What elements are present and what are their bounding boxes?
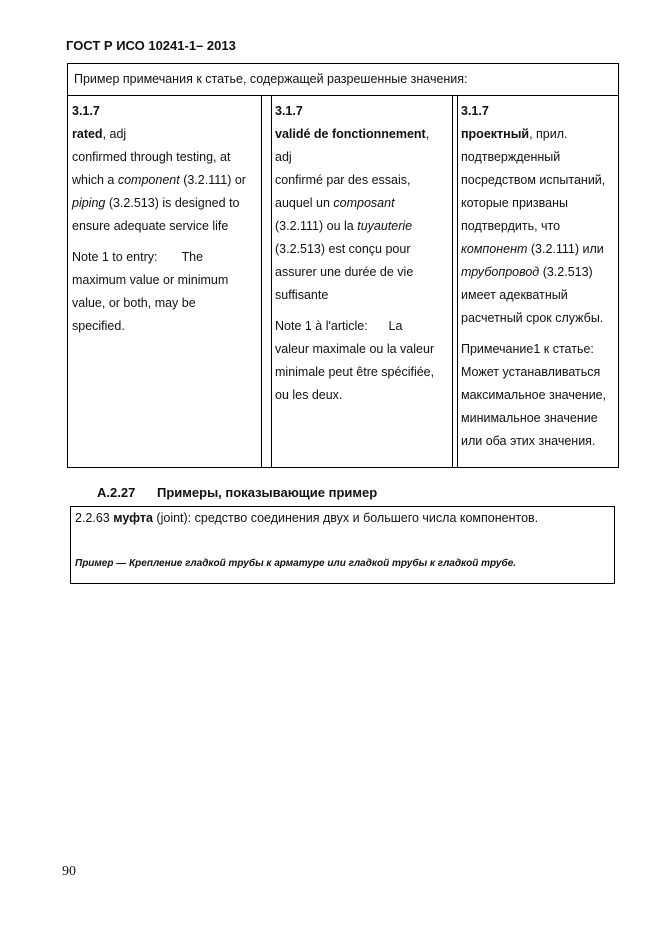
text-italic: component <box>117 173 180 187</box>
french-entry-number: 3.1.7 <box>275 104 303 118</box>
russian-note-line: максимальное значение, <box>461 388 607 402</box>
text-italic: трубопровод <box>461 265 540 279</box>
french-column <box>275 96 457 467</box>
french-note-line: valeur maximale ou la valeur <box>275 342 435 356</box>
french-term-line <box>275 123 457 146</box>
english-note-line: specified. <box>72 319 125 333</box>
column-divider <box>457 96 458 467</box>
french-def-line <box>275 215 457 238</box>
column-divider <box>452 96 453 467</box>
text: (3.2.111) или <box>527 242 604 256</box>
english-note-line: value, or both, may be <box>72 296 196 310</box>
english-pos: , adj <box>102 127 127 141</box>
russian-note-line: Может устанавливаться <box>461 365 601 379</box>
russian-note-line: Примечание1 к статье: <box>461 342 594 356</box>
example-table <box>67 63 619 468</box>
russian-def-line: которые призваны <box>461 196 568 210</box>
french-pos: adj <box>275 150 292 164</box>
french-note-line: minimale peut être spécifiée, <box>275 365 435 379</box>
english-term-line <box>72 123 264 146</box>
section-title: Примеры, показывающие пример <box>157 485 378 500</box>
russian-note-line: минимальное значение <box>461 411 598 425</box>
column-divider <box>261 96 262 467</box>
russian-note-line: или оба этих значения. <box>461 434 596 448</box>
text-italic: компонент <box>461 242 528 256</box>
text-italic: tuyauterie <box>357 219 413 233</box>
entry-line <box>75 511 538 525</box>
english-def-line <box>72 169 264 192</box>
text: , прил. <box>529 127 568 141</box>
english-def-line: confirmed through testing, at <box>72 150 231 164</box>
russian-entry-number: 3.1.7 <box>461 104 489 118</box>
section-number: А.2.27 <box>97 485 136 500</box>
text: , <box>425 127 430 141</box>
russian-def-line: подтвердить, что <box>461 219 561 233</box>
english-entry-number: 3.1.7 <box>72 104 100 118</box>
example-box <box>70 506 615 584</box>
english-def-line: ensure adequate service life <box>72 219 229 233</box>
russian-column <box>461 96 621 467</box>
french-def-line <box>275 192 457 215</box>
french-def-line: suffisante <box>275 288 329 302</box>
french-note-line: ou les deux. <box>275 388 343 402</box>
text: (3.2.111) ou la <box>275 219 358 233</box>
russian-term-line <box>461 123 621 146</box>
table-intro: Пример примечания к статье, содержащей разрешенные значения: <box>68 64 618 96</box>
text: (3.2.111) or <box>179 173 246 187</box>
english-column <box>72 96 264 467</box>
text-italic: piping <box>72 196 106 210</box>
english-def-line <box>72 192 264 215</box>
english-note-line: Note 1 to entry: The <box>72 250 204 264</box>
french-def-line: (3.2.513) est conçu pour <box>275 242 411 256</box>
text: (3.2.513) <box>539 265 593 279</box>
text: (3.2.513) is designed to <box>105 196 240 210</box>
entry-number: 2.2.63 <box>75 511 114 525</box>
entry-term: муфта <box>113 511 153 525</box>
french-term: validé de fonctionnement <box>275 127 426 141</box>
french-def-line: confirmé par des essais, <box>275 173 411 187</box>
russian-def-line: подтвержденный <box>461 150 561 164</box>
french-note-line: Note 1 à l'article: La <box>275 319 403 333</box>
text: auquel un <box>275 196 334 210</box>
french-def-line: assurer une durée de vie <box>275 265 414 279</box>
example-line: Пример — Крепление гладкой трубы к арматуре или гладкой трубы к гладкой трубе. <box>75 558 517 569</box>
russian-def-line: расчетный срок службы. <box>461 311 604 325</box>
english-note-line: maximum value or minimum <box>72 273 229 287</box>
column-divider <box>271 96 272 467</box>
russian-def-line: посредством испытаний, <box>461 173 606 187</box>
russian-def-line <box>461 238 621 261</box>
russian-def-line: имеет адекватный <box>461 288 568 302</box>
russian-term: проектный <box>461 127 530 141</box>
page-number: 90 <box>62 864 76 879</box>
document-header: ГОСТ Р ИСО 10241-1– 2013 <box>66 38 236 53</box>
text-italic: composant <box>333 196 395 210</box>
section-heading <box>97 485 377 500</box>
russian-def-line <box>461 261 621 284</box>
text: which a <box>72 173 118 187</box>
entry-definition: (joint): средство соединения двух и большего числа компонентов. <box>152 511 539 525</box>
english-term: rated <box>72 127 103 141</box>
